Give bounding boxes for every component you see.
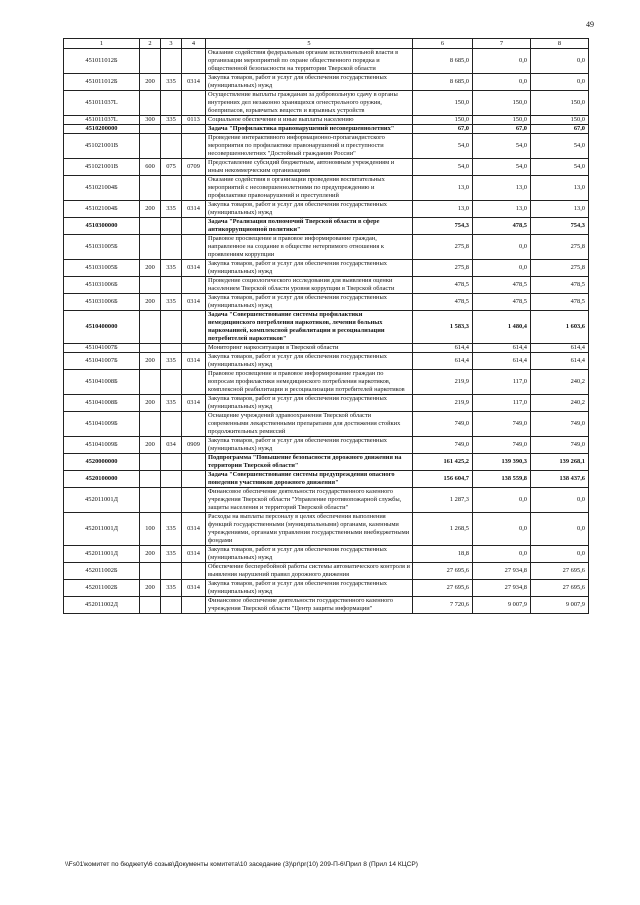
expense-type-cell	[140, 134, 161, 159]
value-col7-cell: 478,5	[473, 294, 531, 311]
value-col7-cell: 0,0	[473, 488, 531, 513]
value-col6-cell: 614,4	[413, 344, 473, 353]
section-cell	[182, 125, 206, 134]
expense-type-cell: 600	[140, 159, 161, 176]
value-col6-cell: 219,9	[413, 395, 473, 412]
section-cell: 0314	[182, 294, 206, 311]
description-cell: Расходы на выплаты персоналу в целях обеспечения выполнения функций государственными (муниципальными) органами, казенными учреждениями, органами управления государственными внебюджетными фондами	[206, 513, 413, 546]
section-cell	[182, 49, 206, 74]
description-cell: Мониторинг наркоситуации в Тверской области	[206, 344, 413, 353]
column-header: 8	[531, 39, 589, 49]
value-col7-cell: 614,4	[473, 344, 531, 353]
value-col6-cell: 275,8	[413, 260, 473, 277]
value-col8-cell: 614,4	[531, 344, 589, 353]
description-cell: Задача "Совершенствование системы профилактики немедицинского потребления наркотиков, лечения больных наркоманией, комплексной реабилитации и ресоциализации потребителей наркотиков"	[206, 311, 413, 344]
table-row	[64, 294, 589, 311]
target-code-cell: 451021004Б	[64, 176, 140, 201]
expense-type-cell: 200	[140, 201, 161, 218]
value-col8-cell: 13,0	[531, 176, 589, 201]
value-col8-cell: 27 695,6	[531, 563, 589, 580]
table-row	[64, 116, 589, 125]
table-row	[64, 49, 589, 74]
expense-type-cell	[140, 91, 161, 116]
target-code-cell: 451011012Б	[64, 74, 140, 91]
description-cell: Закупка товаров, работ и услуг для обеспечения государственных (муниципальных) нужд	[206, 260, 413, 277]
department-cell: 335	[161, 395, 182, 412]
value-col7-cell: 150,0	[473, 91, 531, 116]
expense-type-cell	[140, 471, 161, 488]
description-cell: Закупка товаров, работ и услуг для обеспечения государственных (муниципальных) нужд	[206, 437, 413, 454]
expense-type-cell	[140, 235, 161, 260]
value-col8-cell: 478,5	[531, 277, 589, 294]
target-code-cell: 452011001Д	[64, 488, 140, 513]
expense-type-cell: 200	[140, 546, 161, 563]
table-row	[64, 344, 589, 353]
description-cell: Финансовое обеспечение деятельности государственного казенного учреждения Тверской области "Управление противопожарной службы, защиты населения и территорий Тверской области"	[206, 488, 413, 513]
section-cell	[182, 597, 206, 614]
department-cell	[161, 49, 182, 74]
expense-type-cell	[140, 563, 161, 580]
table-body	[64, 49, 589, 614]
table-row	[64, 74, 589, 91]
description-cell: Осуществление выплаты гражданам за добровольную сдачу в органы внутренних дел незаконно хранящихся огнестрельного оружия, боеприпасов, взрывчатых веществ и взрывных устройств	[206, 91, 413, 116]
target-code-cell: 451011012Б	[64, 49, 140, 74]
value-col8-cell: 67,0	[531, 125, 589, 134]
column-header: 6	[413, 39, 473, 49]
section-cell	[182, 277, 206, 294]
value-col7-cell: 117,0	[473, 395, 531, 412]
section-cell	[182, 454, 206, 471]
description-cell: Подпрограмма "Повышение безопасности дорожного движения на территории Тверской области"	[206, 454, 413, 471]
table-row	[64, 580, 589, 597]
description-cell: Правовое просвещение и правовое информирование граждан по вопросам профилактики немедицинского потребления наркотиков, комплексной реабилитации и ресоциализации потребителей наркотиков	[206, 370, 413, 395]
target-code-cell: 451021001В	[64, 159, 140, 176]
value-col7-cell: 0,0	[473, 260, 531, 277]
expense-type-cell: 200	[140, 294, 161, 311]
value-col8-cell: 138 437,6	[531, 471, 589, 488]
table-row	[64, 488, 589, 513]
value-col8-cell: 0,0	[531, 513, 589, 546]
value-col8-cell: 150,0	[531, 116, 589, 125]
value-col8-cell: 275,8	[531, 235, 589, 260]
department-cell	[161, 471, 182, 488]
value-col6-cell: 1 287,3	[413, 488, 473, 513]
section-cell: 0709	[182, 159, 206, 176]
description-cell: Закупка товаров, работ и услуг для обеспечения государственных (муниципальных) нужд	[206, 546, 413, 563]
section-cell: 0314	[182, 74, 206, 91]
department-cell	[161, 134, 182, 159]
department-cell: 335	[161, 353, 182, 370]
target-code-cell: 451041007Б	[64, 353, 140, 370]
value-col8-cell: 1 603,6	[531, 311, 589, 344]
department-cell: 335	[161, 294, 182, 311]
value-col6-cell: 18,8	[413, 546, 473, 563]
value-col7-cell: 1 480,4	[473, 311, 531, 344]
table-row	[64, 134, 589, 159]
value-col8-cell: 275,8	[531, 260, 589, 277]
section-cell	[182, 218, 206, 235]
value-col8-cell: 0,0	[531, 74, 589, 91]
value-col8-cell: 54,0	[531, 134, 589, 159]
table-row	[64, 395, 589, 412]
value-col8-cell: 54,0	[531, 159, 589, 176]
section-cell: 0314	[182, 353, 206, 370]
value-col7-cell: 150,0	[473, 116, 531, 125]
department-cell	[161, 370, 182, 395]
value-col6-cell: 275,8	[413, 235, 473, 260]
department-cell	[161, 218, 182, 235]
table-row	[64, 277, 589, 294]
target-code-cell: 4510400000	[64, 311, 140, 344]
value-col8-cell: 0,0	[531, 49, 589, 74]
value-col6-cell: 749,0	[413, 412, 473, 437]
department-cell	[161, 235, 182, 260]
value-col7-cell: 0,0	[473, 49, 531, 74]
value-col6-cell: 27 695,6	[413, 563, 473, 580]
table-row	[64, 159, 589, 176]
department-cell: 335	[161, 513, 182, 546]
target-code-cell: 451011037L	[64, 116, 140, 125]
value-col7-cell: 9 007,9	[473, 597, 531, 614]
expense-type-cell: 200	[140, 437, 161, 454]
section-cell	[182, 235, 206, 260]
target-code-cell: 451041009Б	[64, 437, 140, 454]
value-col6-cell: 1 268,5	[413, 513, 473, 546]
expense-type-cell: 200	[140, 395, 161, 412]
table-row	[64, 176, 589, 201]
description-cell: Оказание содействия федеральным органам исполнительной власти в организации мероприятий по охране общественного порядка и общественной безопасности на территории Тверской области	[206, 49, 413, 74]
section-cell: 0314	[182, 580, 206, 597]
value-col7-cell: 749,0	[473, 412, 531, 437]
target-code-cell: 452011002Б	[64, 580, 140, 597]
budget-table	[63, 38, 589, 614]
description-cell: Оказание содействия в организации проведения воспитательных мероприятий с несовершеннолетними по предупреждению и профилактике правонарушений и преступлений	[206, 176, 413, 201]
table-row	[64, 353, 589, 370]
description-cell: Закупка товаров, работ и услуг для обеспечения государственных (муниципальных) нужд	[206, 395, 413, 412]
description-cell: Задача "Реализация полномочий Тверской области в сфере антикоррупционной политики"	[206, 218, 413, 235]
section-cell	[182, 370, 206, 395]
table-row	[64, 412, 589, 437]
value-col6-cell: 161 425,2	[413, 454, 473, 471]
expense-type-cell	[140, 49, 161, 74]
section-cell	[182, 91, 206, 116]
value-col7-cell: 27 934,8	[473, 580, 531, 597]
expense-type-cell	[140, 218, 161, 235]
target-code-cell: 4520000000	[64, 454, 140, 471]
table-row	[64, 454, 589, 471]
value-col8-cell: 240,2	[531, 370, 589, 395]
value-col6-cell: 27 695,6	[413, 580, 473, 597]
column-header: 2	[140, 39, 161, 49]
table-row	[64, 235, 589, 260]
department-cell	[161, 597, 182, 614]
department-cell: 034	[161, 437, 182, 454]
target-code-cell: 451031006Б	[64, 294, 140, 311]
section-cell: 0113	[182, 116, 206, 125]
value-col6-cell: 13,0	[413, 201, 473, 218]
value-col6-cell: 219,9	[413, 370, 473, 395]
value-col6-cell: 67,0	[413, 125, 473, 134]
page-number: 49	[586, 20, 594, 29]
section-cell	[182, 412, 206, 437]
value-col7-cell: 139 390,3	[473, 454, 531, 471]
description-cell: Предоставление субсидий бюджетным, автономным учреждениям и иным некоммерческим организациям	[206, 159, 413, 176]
description-cell: Закупка товаров, работ и услуг для обеспечения государственных (муниципальных) нужд	[206, 580, 413, 597]
description-cell: Закупка товаров, работ и услуг для обеспечения государственных (муниципальных) нужд	[206, 74, 413, 91]
description-cell: Закупка товаров, работ и услуг для обеспечения государственных (муниципальных) нужд	[206, 353, 413, 370]
target-code-cell: 452011001Д	[64, 513, 140, 546]
value-col7-cell: 478,5	[473, 277, 531, 294]
table-row	[64, 125, 589, 134]
department-cell: 335	[161, 546, 182, 563]
department-cell: 075	[161, 159, 182, 176]
target-code-cell: 4520100000	[64, 471, 140, 488]
table-row	[64, 201, 589, 218]
footer-path: \\Fs01\комитет по бюджету\6 созыв\Документы комитета\10 заседание (3)\pr\pr(10) 209-П-6\Прил 8 (Прил 14 КЦСР)	[65, 861, 419, 868]
expense-type-cell	[140, 344, 161, 353]
description-cell: Обеспечение бесперебойной работы системы автоматического контроля и выявления нарушений правил дорожного движения	[206, 563, 413, 580]
table-row	[64, 471, 589, 488]
value-col8-cell: 240,2	[531, 395, 589, 412]
value-col7-cell: 13,0	[473, 176, 531, 201]
table-row	[64, 311, 589, 344]
target-code-cell: 452011002Д	[64, 597, 140, 614]
value-col7-cell: 54,0	[473, 134, 531, 159]
value-col6-cell: 13,0	[413, 176, 473, 201]
department-cell: 335	[161, 580, 182, 597]
value-col8-cell: 9 007,9	[531, 597, 589, 614]
description-cell: Финансовое обеспечение деятельности государственного казенного учреждения Тверской области "Центр защиты информации"	[206, 597, 413, 614]
header-row	[64, 39, 589, 49]
value-col7-cell: 0,0	[473, 74, 531, 91]
department-cell	[161, 91, 182, 116]
value-col8-cell: 27 695,6	[531, 580, 589, 597]
target-code-cell: 4510300000	[64, 218, 140, 235]
description-cell: Оснащение учреждений здравоохранения Тверской области современными лекарственными препаратами для достижения стойких продолжительных ремиссий	[206, 412, 413, 437]
value-col6-cell: 54,0	[413, 134, 473, 159]
value-col7-cell: 27 934,8	[473, 563, 531, 580]
target-code-cell: 451031006Б	[64, 277, 140, 294]
column-header: 4	[182, 39, 206, 49]
department-cell	[161, 277, 182, 294]
department-cell: 335	[161, 116, 182, 125]
expense-type-cell	[140, 412, 161, 437]
value-col8-cell: 754,3	[531, 218, 589, 235]
expense-type-cell	[140, 311, 161, 344]
department-cell: 335	[161, 201, 182, 218]
value-col8-cell: 749,0	[531, 412, 589, 437]
description-cell: Закупка товаров, работ и услуг для обеспечения государственных (муниципальных) нужд	[206, 201, 413, 218]
expense-type-cell	[140, 277, 161, 294]
value-col6-cell: 478,5	[413, 277, 473, 294]
value-col7-cell: 138 559,8	[473, 471, 531, 488]
target-code-cell: 451041007Б	[64, 344, 140, 353]
value-col6-cell: 54,0	[413, 159, 473, 176]
section-cell	[182, 134, 206, 159]
value-col7-cell: 67,0	[473, 125, 531, 134]
value-col7-cell: 0,0	[473, 235, 531, 260]
expense-type-cell: 300	[140, 116, 161, 125]
value-col7-cell: 0,0	[473, 513, 531, 546]
target-code-cell: 451031005Б	[64, 260, 140, 277]
value-col8-cell: 13,0	[531, 201, 589, 218]
department-cell	[161, 412, 182, 437]
department-cell	[161, 344, 182, 353]
expense-type-cell: 200	[140, 353, 161, 370]
value-col6-cell: 478,5	[413, 294, 473, 311]
value-col6-cell: 749,0	[413, 437, 473, 454]
expense-type-cell	[140, 597, 161, 614]
value-col7-cell: 117,0	[473, 370, 531, 395]
target-code-cell: 451021001В	[64, 134, 140, 159]
department-cell: 335	[161, 74, 182, 91]
section-cell	[182, 488, 206, 513]
department-cell	[161, 454, 182, 471]
value-col7-cell: 614,4	[473, 353, 531, 370]
section-cell: 0314	[182, 201, 206, 218]
description-cell: Закупка товаров, работ и услуг для обеспечения государственных (муниципальных) нужд	[206, 294, 413, 311]
expense-type-cell	[140, 176, 161, 201]
section-cell: 0314	[182, 513, 206, 546]
value-col6-cell: 8 685,0	[413, 49, 473, 74]
target-code-cell: 4510200000	[64, 125, 140, 134]
section-cell: 0909	[182, 437, 206, 454]
column-header: 5	[206, 39, 413, 49]
value-col6-cell: 8 685,0	[413, 74, 473, 91]
expense-type-cell: 200	[140, 580, 161, 597]
table-row	[64, 546, 589, 563]
expense-type-cell: 200	[140, 74, 161, 91]
section-cell	[182, 176, 206, 201]
department-cell	[161, 311, 182, 344]
table-row	[64, 91, 589, 116]
value-col7-cell: 54,0	[473, 159, 531, 176]
expense-type-cell	[140, 125, 161, 134]
column-header: 1	[64, 39, 140, 49]
value-col8-cell: 0,0	[531, 546, 589, 563]
expense-type-cell: 100	[140, 513, 161, 546]
section-cell: 0314	[182, 260, 206, 277]
department-cell	[161, 563, 182, 580]
target-code-cell: 452011001Д	[64, 546, 140, 563]
department-cell	[161, 176, 182, 201]
target-code-cell: 451021004Б	[64, 201, 140, 218]
value-col6-cell: 1 583,3	[413, 311, 473, 344]
department-cell	[161, 488, 182, 513]
description-cell: Правовое просвещение и правовое информирование граждан, направленное на создание в обществе нетерпимого отношения к проявлениям коррупции	[206, 235, 413, 260]
description-cell: Социальное обеспечение и иные выплаты населению	[206, 116, 413, 125]
value-col6-cell: 150,0	[413, 116, 473, 125]
description-cell: Задача "Совершенствование системы предупреждения опасного поведения участников дорожного движения"	[206, 471, 413, 488]
expense-type-cell: 200	[140, 260, 161, 277]
value-col7-cell: 0,0	[473, 546, 531, 563]
table-row	[64, 437, 589, 454]
table-row	[64, 370, 589, 395]
department-cell: 335	[161, 260, 182, 277]
value-col8-cell: 150,0	[531, 91, 589, 116]
value-col8-cell: 0,0	[531, 488, 589, 513]
expense-type-cell	[140, 370, 161, 395]
section-cell: 0314	[182, 395, 206, 412]
value-col7-cell: 749,0	[473, 437, 531, 454]
value-col6-cell: 754,3	[413, 218, 473, 235]
value-col6-cell: 150,0	[413, 91, 473, 116]
target-code-cell: 451041009Б	[64, 412, 140, 437]
value-col6-cell: 156 604,7	[413, 471, 473, 488]
table-row	[64, 563, 589, 580]
table-row	[64, 260, 589, 277]
description-cell: Задача "Профилактика правонарушений несовершеннолетних"	[206, 125, 413, 134]
department-cell	[161, 125, 182, 134]
value-col8-cell: 614,4	[531, 353, 589, 370]
section-cell: 0314	[182, 546, 206, 563]
expense-type-cell	[140, 454, 161, 471]
column-header: 3	[161, 39, 182, 49]
value-col7-cell: 13,0	[473, 201, 531, 218]
table-row	[64, 218, 589, 235]
expense-type-cell	[140, 488, 161, 513]
description-cell: Проведение интерактивного информационно-пропагандистского мероприятия по профилактике правонарушений и преступности несовершеннолетних "Достойный гражданин России"	[206, 134, 413, 159]
value-col6-cell: 614,4	[413, 353, 473, 370]
section-cell	[182, 563, 206, 580]
target-code-cell: 451031005Б	[64, 235, 140, 260]
value-col8-cell: 478,5	[531, 294, 589, 311]
section-cell	[182, 311, 206, 344]
section-cell	[182, 471, 206, 488]
value-col7-cell: 478,5	[473, 218, 531, 235]
target-code-cell: 452011002Б	[64, 563, 140, 580]
table-row	[64, 597, 589, 614]
value-col8-cell: 749,0	[531, 437, 589, 454]
value-col6-cell: 7 720,6	[413, 597, 473, 614]
target-code-cell: 451011037L	[64, 91, 140, 116]
description-cell: Проведение социологического исследования для выявления оценки населением Тверской области уровня коррупции в Тверской области	[206, 277, 413, 294]
target-code-cell: 451041008Б	[64, 370, 140, 395]
section-cell	[182, 344, 206, 353]
table-row	[64, 513, 589, 546]
column-header: 7	[473, 39, 531, 49]
value-col8-cell: 139 268,1	[531, 454, 589, 471]
target-code-cell: 451041008Б	[64, 395, 140, 412]
